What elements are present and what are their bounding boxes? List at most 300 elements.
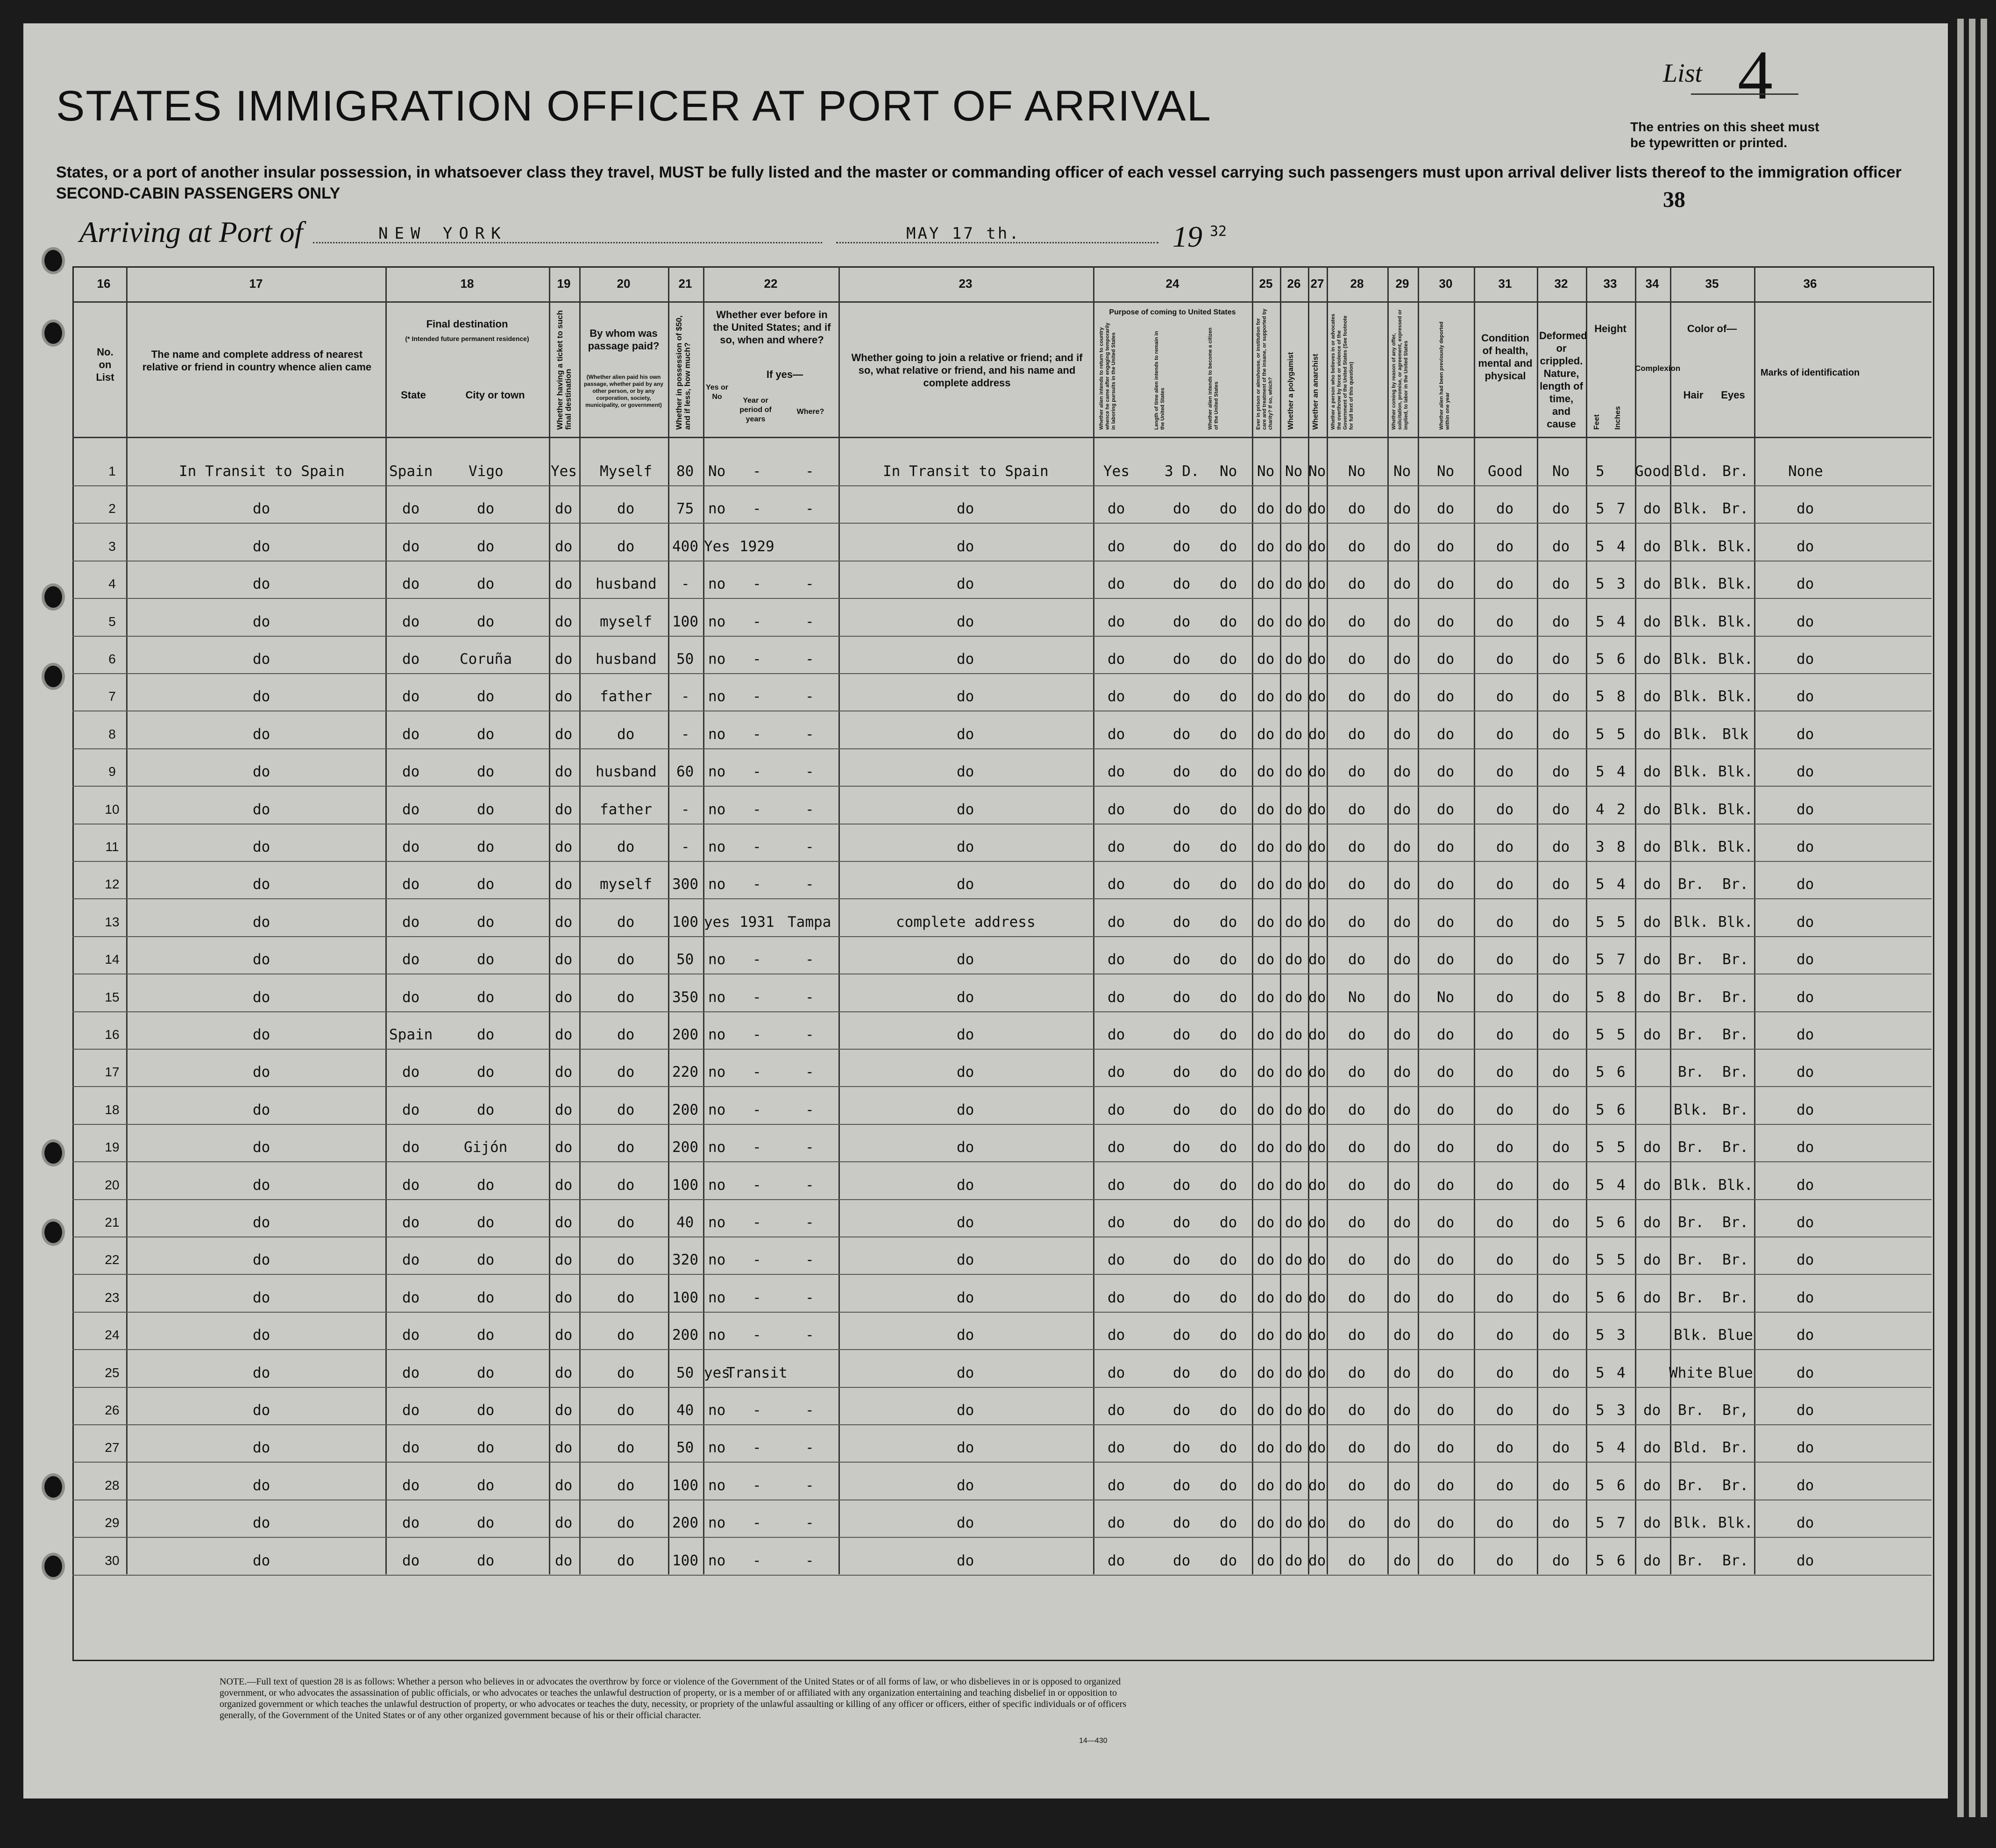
ticket-status: do <box>555 763 573 781</box>
ticket-status: Yes <box>551 463 577 480</box>
row-rule <box>72 861 1932 862</box>
intends-citizen: do <box>1220 913 1237 931</box>
anarchist: do <box>1308 913 1326 931</box>
deformity: do <box>1552 1064 1570 1081</box>
eye-color: Blk. <box>1718 913 1753 931</box>
length-of-stay: do <box>1173 500 1191 518</box>
anarchist: do <box>1308 1402 1326 1419</box>
prison-record: do <box>1257 988 1275 1006</box>
col-divider <box>1635 266 1636 1574</box>
money-amount: 75 <box>676 500 694 518</box>
hair-color: Blk. <box>1674 613 1709 630</box>
eye-color: Blue <box>1718 1364 1753 1381</box>
polygamist: do <box>1285 1289 1303 1306</box>
column-number: 17 <box>249 277 263 291</box>
hair-color: Bld. <box>1674 1439 1709 1457</box>
previously-deported: No <box>1437 463 1455 480</box>
sheet-number: 38 <box>1663 187 1685 212</box>
question-28: do <box>1348 1101 1366 1118</box>
eye-color: Blk. <box>1718 651 1753 668</box>
deformity: do <box>1552 1101 1570 1118</box>
joining-relative: do <box>957 500 974 518</box>
hair-color: Blk. <box>1674 1327 1709 1344</box>
contract-labor: do <box>1393 1364 1411 1381</box>
header-23: Whether going to join a relative or friend; and if so, what relative or friend, and his name and complete address <box>851 352 1083 389</box>
length-of-stay: do <box>1173 839 1191 855</box>
anarchist: do <box>1308 1176 1326 1194</box>
destination-state: do <box>402 1439 420 1457</box>
complexion: do <box>1643 1026 1661 1043</box>
deformity: do <box>1552 1514 1570 1532</box>
height-feet: 5 <box>1596 688 1605 705</box>
previous-year: - <box>753 1327 761 1344</box>
previous-where: - <box>805 1251 814 1269</box>
previously-deported: do <box>1437 876 1455 893</box>
col-divider <box>1280 266 1281 1574</box>
health-condition: do <box>1496 1026 1514 1043</box>
col-divider <box>1418 266 1419 1574</box>
prison-record: do <box>1257 1439 1275 1457</box>
money-amount: 100 <box>672 1176 698 1194</box>
height-feet: 5 <box>1596 1327 1605 1344</box>
identification-marks: do <box>1797 913 1814 931</box>
eye-color: Br. <box>1722 1101 1748 1118</box>
header-22-year: Year or period of years <box>739 397 772 423</box>
polygamist: do <box>1285 1064 1303 1081</box>
question-28: do <box>1348 725 1366 743</box>
money-amount: 100 <box>672 1477 698 1494</box>
arrival-date: MAY 17 th. <box>906 224 1021 243</box>
previous-where: - <box>805 801 814 818</box>
health-condition: do <box>1496 1176 1514 1194</box>
ticket-status: do <box>555 1176 573 1194</box>
complexion: do <box>1643 1139 1661 1156</box>
intends-citizen: do <box>1220 688 1237 705</box>
previous-where: - <box>805 1402 814 1419</box>
deformity: do <box>1552 1327 1570 1344</box>
destination-state: do <box>402 1176 420 1194</box>
question-28: do <box>1348 688 1366 705</box>
previous-where: - <box>805 1514 814 1532</box>
hair-color: Br. <box>1678 1477 1704 1494</box>
polygamist: do <box>1285 651 1303 668</box>
row-number: 5 <box>108 614 116 629</box>
intends-return: do <box>1108 763 1125 781</box>
previously-deported: do <box>1437 1289 1455 1306</box>
passage-paid-by: do <box>617 538 635 555</box>
row-number: 30 <box>105 1553 120 1568</box>
intends-return: do <box>1108 1514 1125 1532</box>
row-number: 12 <box>105 877 120 892</box>
question-28: do <box>1348 1402 1366 1419</box>
relative-address: do <box>253 951 270 968</box>
header-24: Purpose of coming to United States <box>1109 308 1236 316</box>
destination-city: do <box>477 1552 495 1569</box>
previous-where: - <box>805 1214 814 1231</box>
contract-labor: do <box>1393 1139 1411 1156</box>
contract-labor: do <box>1393 913 1411 931</box>
hair-color: Br. <box>1678 1251 1704 1269</box>
polygamist: do <box>1285 613 1303 630</box>
joining-relative: do <box>957 1364 974 1381</box>
row-number: 4 <box>108 576 116 591</box>
destination-state: do <box>402 913 420 931</box>
row-number: 24 <box>105 1328 120 1343</box>
height-feet: 5 <box>1596 576 1605 593</box>
passage-paid-by: do <box>617 1101 635 1118</box>
length-of-stay: do <box>1173 988 1191 1006</box>
contract-labor: do <box>1393 951 1411 968</box>
contract-labor: do <box>1393 1251 1411 1269</box>
row-rule <box>72 748 1932 749</box>
health-condition: do <box>1496 651 1514 668</box>
question-28: do <box>1348 839 1366 855</box>
previously-deported: do <box>1437 1026 1455 1043</box>
length-of-stay: do <box>1173 1552 1191 1569</box>
passage-paid-by: do <box>617 1289 635 1306</box>
destination-city: do <box>477 913 495 931</box>
anarchist: do <box>1308 1101 1326 1118</box>
previous-where: - <box>805 988 814 1006</box>
row-rule <box>72 1199 1932 1200</box>
previously-in-us: no <box>708 651 726 668</box>
height-inches: 8 <box>1617 688 1626 705</box>
contract-labor: do <box>1393 1176 1411 1194</box>
question-28: do <box>1348 913 1366 931</box>
previously-in-us: no <box>708 1477 726 1494</box>
money-amount: 220 <box>672 1064 698 1081</box>
previous-where: - <box>805 651 814 668</box>
form-instructions: States, or a port of another insular possession, in whatsoever class they travel, MUST be fully listed and the master or commanding officer of each vessel carrying such passengers must upon arrival deliver lists thereof to the immigration officer <box>56 163 1902 181</box>
intends-citizen: do <box>1220 1477 1237 1494</box>
column-number: 21 <box>678 277 692 291</box>
passage-paid-by: husband <box>596 576 657 593</box>
row-rule <box>72 1537 1932 1538</box>
hair-color: Br. <box>1678 1552 1704 1569</box>
height-feet: 5 <box>1596 1477 1605 1494</box>
col-divider <box>385 266 387 1574</box>
destination-state: do <box>402 1402 420 1419</box>
anarchist: do <box>1308 1139 1326 1156</box>
hair-color: Blk. <box>1674 500 1709 518</box>
destination-state: do <box>402 576 420 593</box>
destination-city: do <box>477 1026 495 1043</box>
prison-record: do <box>1257 725 1275 743</box>
length-of-stay: do <box>1173 1477 1191 1494</box>
polygamist: do <box>1285 951 1303 968</box>
previously-deported: do <box>1437 1514 1455 1532</box>
passage-paid-by: myself <box>600 876 652 893</box>
ticket-status: do <box>555 688 573 705</box>
complexion: do <box>1643 801 1661 818</box>
complexion: do <box>1643 1402 1661 1419</box>
row-rule <box>72 561 1932 562</box>
previously-deported: do <box>1437 1439 1455 1457</box>
money-amount: 80 <box>676 463 694 480</box>
length-of-stay: do <box>1173 1439 1191 1457</box>
hair-color: Blk. <box>1674 538 1709 555</box>
col-divider <box>1474 266 1475 1574</box>
deformity: do <box>1552 1176 1570 1194</box>
contract-labor: do <box>1393 538 1411 555</box>
hair-color: Blk. <box>1674 763 1709 781</box>
anarchist: do <box>1308 1439 1326 1457</box>
passage-paid-by: myself <box>600 613 652 630</box>
anarchist: do <box>1308 1289 1326 1306</box>
header-21: Whether in possession of $50, and if less, how much? <box>675 315 692 430</box>
destination-city: do <box>477 1439 495 1457</box>
deformity: do <box>1552 1214 1570 1231</box>
deformity: do <box>1552 1139 1570 1156</box>
contract-labor: do <box>1393 1477 1411 1494</box>
anarchist: do <box>1308 1026 1326 1043</box>
question-28: do <box>1348 651 1366 668</box>
relative-address: do <box>253 1364 270 1381</box>
hair-color: Br. <box>1678 1214 1704 1231</box>
identification-marks: do <box>1797 500 1814 518</box>
col-divider <box>1327 266 1328 1574</box>
health-condition: do <box>1496 951 1514 968</box>
polygamist: do <box>1285 988 1303 1006</box>
row-number: 18 <box>105 1102 120 1117</box>
joining-relative: do <box>957 576 974 593</box>
health-condition: do <box>1496 801 1514 818</box>
destination-state: do <box>402 613 420 630</box>
joining-relative: do <box>957 688 974 705</box>
intends-citizen: do <box>1220 1439 1237 1457</box>
hair-color: Blk. <box>1674 913 1709 931</box>
question-28: do <box>1348 1064 1366 1081</box>
passage-paid-by: do <box>617 988 635 1006</box>
identification-marks: do <box>1797 613 1814 630</box>
polygamist: do <box>1285 538 1303 555</box>
complexion: do <box>1643 1251 1661 1269</box>
col-divider <box>1754 266 1755 1574</box>
previously-in-us: yes <box>704 1364 730 1381</box>
passage-paid-by: do <box>617 1402 635 1419</box>
destination-state: do <box>402 763 420 781</box>
previous-year: - <box>753 1101 761 1118</box>
intends-return: do <box>1108 576 1125 593</box>
passage-paid-by: do <box>617 1364 635 1381</box>
previously-deported: do <box>1437 500 1455 518</box>
height-feet: 5 <box>1596 538 1605 555</box>
contract-labor: do <box>1393 839 1411 855</box>
passage-paid-by: do <box>617 1439 635 1457</box>
destination-city: do <box>477 538 495 555</box>
contract-labor: do <box>1393 1439 1411 1457</box>
previous-where: - <box>805 1289 814 1306</box>
hair-color: Blk. <box>1674 576 1709 593</box>
anarchist: do <box>1308 1514 1326 1532</box>
polygamist: do <box>1285 801 1303 818</box>
height-inches: 6 <box>1617 1214 1626 1231</box>
relative-address: do <box>253 1176 270 1194</box>
complexion: do <box>1643 763 1661 781</box>
destination-city: do <box>477 876 495 893</box>
money-amount: 320 <box>672 1251 698 1269</box>
complexion: do <box>1643 725 1661 743</box>
money-amount: 200 <box>672 1514 698 1532</box>
prison-record: do <box>1257 576 1275 593</box>
height-inches: 6 <box>1617 651 1626 668</box>
previously-deported: No <box>1437 988 1455 1006</box>
intends-return: do <box>1108 1176 1125 1194</box>
intends-citizen: do <box>1220 1101 1237 1118</box>
row-rule <box>72 598 1932 599</box>
list-number: 4 <box>1738 36 1773 114</box>
relative-address: do <box>253 576 270 593</box>
ticket-status: do <box>555 1026 573 1043</box>
previous-year: - <box>753 1402 761 1419</box>
contract-labor: do <box>1393 763 1411 781</box>
row-rule <box>72 1424 1932 1425</box>
relative-address: do <box>253 1214 270 1231</box>
intends-return: do <box>1108 500 1125 518</box>
intends-return: do <box>1108 951 1125 968</box>
destination-state: do <box>402 500 420 518</box>
deformity: do <box>1552 500 1570 518</box>
anarchist: do <box>1308 1477 1326 1494</box>
eye-color: Br. <box>1722 876 1748 893</box>
destination-city: do <box>477 500 495 518</box>
previously-in-us: no <box>708 1214 726 1231</box>
health-condition: do <box>1496 1139 1514 1156</box>
polygamist: do <box>1285 763 1303 781</box>
deformity: No <box>1552 463 1570 480</box>
previous-year: - <box>753 1026 761 1043</box>
anarchist: do <box>1308 725 1326 743</box>
length-of-stay: do <box>1173 1364 1191 1381</box>
row-rule <box>72 1049 1932 1050</box>
joining-relative: In Transit to Spain <box>883 463 1049 480</box>
intends-return: do <box>1108 839 1125 855</box>
joining-relative: do <box>957 1327 974 1344</box>
previously-in-us: no <box>708 1176 726 1194</box>
row-number: 22 <box>105 1252 120 1267</box>
health-condition: do <box>1496 763 1514 781</box>
height-feet: 5 <box>1596 1289 1605 1306</box>
polygamist: do <box>1285 500 1303 518</box>
previous-year: - <box>753 463 761 480</box>
identification-marks: do <box>1797 1251 1814 1269</box>
previously-deported: do <box>1437 801 1455 818</box>
intends-citizen: do <box>1220 988 1237 1006</box>
hair-color: Blk. <box>1674 1176 1709 1194</box>
passage-paid-by: do <box>617 725 635 743</box>
deformity: do <box>1552 1402 1570 1419</box>
previous-year: - <box>753 1251 761 1269</box>
contract-labor: do <box>1393 1026 1411 1043</box>
passage-paid-by: Myself <box>600 463 652 480</box>
height-feet: 5 <box>1596 651 1605 668</box>
col-divider <box>668 266 669 1574</box>
contract-labor: do <box>1393 725 1411 743</box>
anarchist: do <box>1308 801 1326 818</box>
header-18: Final destination <box>426 318 508 330</box>
eye-color: Br. <box>1722 1477 1748 1494</box>
deformity: do <box>1552 576 1570 593</box>
contract-labor: do <box>1393 576 1411 593</box>
question-28: do <box>1348 1364 1366 1381</box>
previous-year: - <box>753 839 761 855</box>
identification-marks: do <box>1797 1139 1814 1156</box>
money-amount: 40 <box>676 1402 694 1419</box>
previously-in-us: no <box>708 1251 726 1269</box>
ticket-status: do <box>555 500 573 518</box>
identification-marks: do <box>1797 1327 1814 1344</box>
height-feet: 5 <box>1596 876 1605 893</box>
money-amount: 200 <box>672 1139 698 1156</box>
deformity: do <box>1552 913 1570 931</box>
ticket-status: do <box>555 988 573 1006</box>
ticket-status: do <box>555 1327 573 1344</box>
row-rule <box>72 786 1932 787</box>
health-condition: do <box>1496 500 1514 518</box>
money-amount: 50 <box>676 951 694 968</box>
length-of-stay: do <box>1173 725 1191 743</box>
eye-color: Blk. <box>1718 538 1753 555</box>
destination-city: do <box>477 1101 495 1118</box>
question-28: do <box>1348 1477 1366 1494</box>
previously-deported: do <box>1437 725 1455 743</box>
intends-citizen: do <box>1220 801 1237 818</box>
destination-city: do <box>477 1327 495 1344</box>
eye-color: Br. <box>1722 1552 1748 1569</box>
intends-return: do <box>1108 688 1125 705</box>
relative-address: do <box>253 1251 270 1269</box>
previous-year: Transit <box>726 1364 788 1381</box>
health-condition: do <box>1496 1477 1514 1494</box>
column-number: 26 <box>1287 277 1301 291</box>
destination-city: do <box>477 576 495 593</box>
hair-color: Blk. <box>1674 801 1709 818</box>
health-condition: do <box>1496 1289 1514 1306</box>
previously-deported: do <box>1437 1214 1455 1231</box>
row-number: 23 <box>105 1290 120 1305</box>
row-number: 14 <box>105 952 120 967</box>
complexion: do <box>1643 1289 1661 1306</box>
row-rule <box>72 1086 1932 1087</box>
ticket-status: do <box>555 1214 573 1231</box>
money-amount: 50 <box>676 651 694 668</box>
row-rule <box>72 1575 1932 1576</box>
relative-address: do <box>253 1477 270 1494</box>
typewritten-note: The entries on this sheet must be typewritten or printed. <box>1630 120 1819 150</box>
relative-address: do <box>253 1101 270 1118</box>
polygamist: do <box>1285 1552 1303 1569</box>
previous-where: - <box>805 576 814 593</box>
header-34: Complexion <box>1635 364 1681 373</box>
header-16: No. on List <box>96 346 114 383</box>
question-28: No <box>1348 463 1366 480</box>
row-number: 3 <box>108 539 116 554</box>
hair-color: Blk. <box>1674 1101 1709 1118</box>
previously-deported: do <box>1437 1064 1455 1081</box>
joining-relative: do <box>957 1514 974 1532</box>
previous-year: - <box>753 576 761 593</box>
money-amount: 350 <box>672 988 698 1006</box>
passage-paid-by: do <box>617 1477 635 1494</box>
header-20-note: (Whether alien paid his own passage, whether paid by any other person, or by any corporation, society, municipality, or government) <box>583 374 664 408</box>
complexion: do <box>1643 538 1661 555</box>
polygamist: do <box>1285 913 1303 931</box>
relative-address: do <box>253 1552 270 1569</box>
intends-citizen: do <box>1220 1214 1237 1231</box>
polygamist: do <box>1285 1514 1303 1532</box>
height-feet: 5 <box>1596 1101 1605 1118</box>
height-feet: 5 <box>1596 951 1605 968</box>
